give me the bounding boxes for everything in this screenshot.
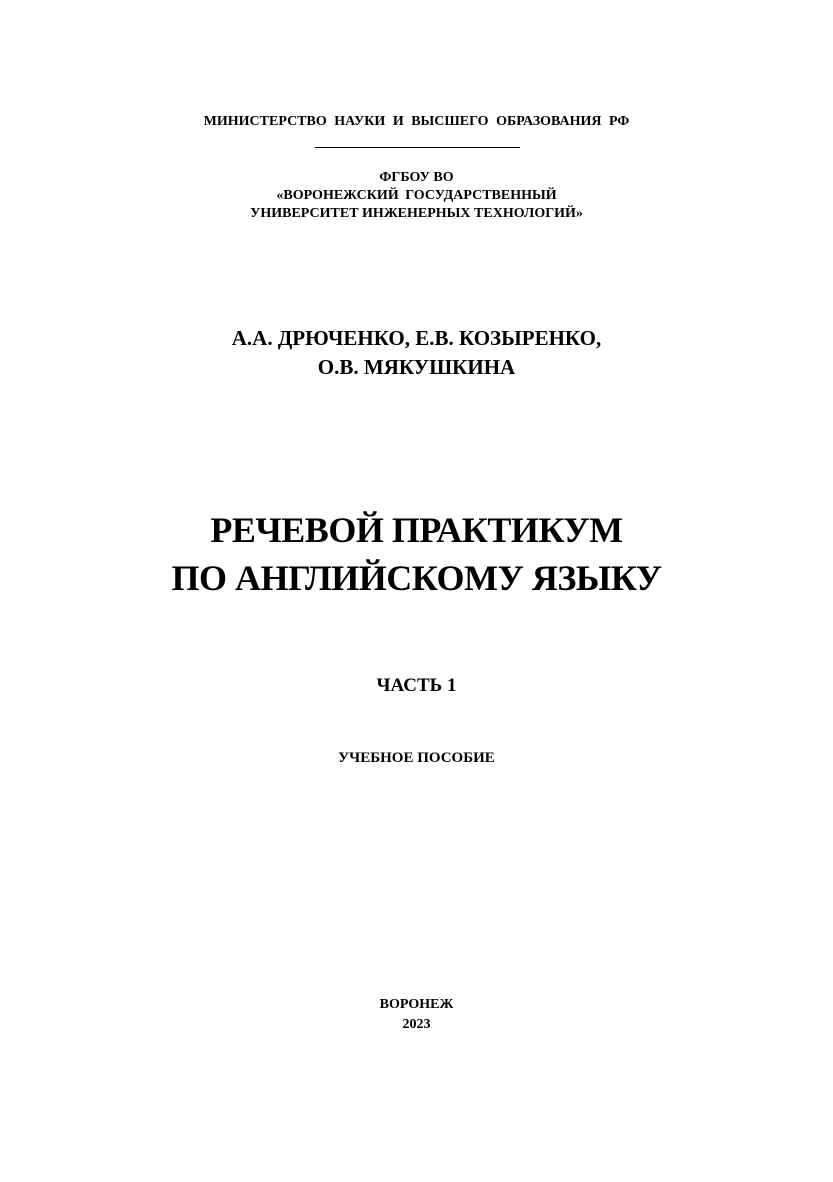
publication-type: УЧЕБНОЕ ПОСОБИЕ	[338, 750, 495, 766]
publication-year: 2023	[402, 1017, 431, 1032]
ministry-heading: МИНИСТЕРСТВО НАУКИ И ВЫСШЕГО ОБРАЗОВАНИЯ РФ	[203, 114, 630, 129]
book-title-line-2: ПО АНГЛИЙСКОМУ ЯЗЫКУ	[171, 558, 662, 598]
part-number: ЧАСТЬ 1	[376, 675, 457, 696]
authors-line-1: А.А. ДРЮЧЕНКО, Е.В. КОЗЫРЕНКО,	[231, 326, 602, 350]
publication-city: ВОРОНЕЖ	[379, 997, 454, 1012]
organization-line-3: УНИВЕРСИТЕТ ИНЖЕНЕРНЫХ ТЕХНОЛОГИЙ»	[250, 206, 583, 221]
separator-line	[315, 147, 520, 148]
authors-line-2: О.В. МЯКУШКИНА	[317, 355, 516, 379]
organization-line-1: ФГБОУ ВО	[379, 170, 454, 185]
book-title-line-1: РЕЧЕВОЙ ПРАКТИКУМ	[210, 510, 623, 550]
organization-line-2: «ВОРОНЕЖСКИЙ ГОСУДАРСТВЕННЫЙ	[276, 188, 557, 203]
